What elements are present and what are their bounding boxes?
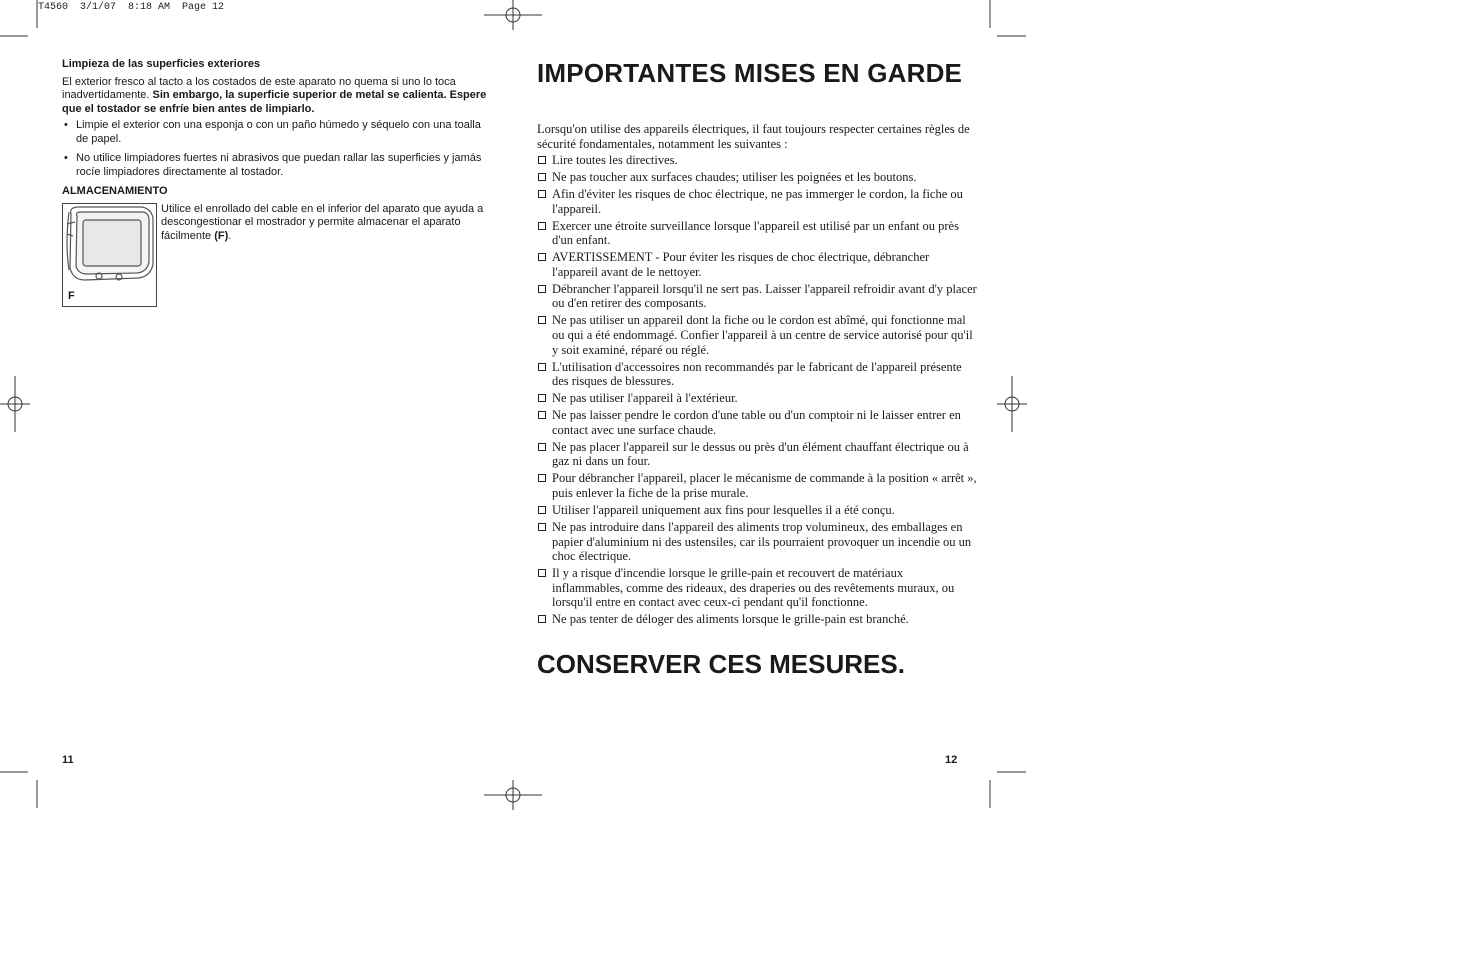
checklist-item: Ne pas utiliser un appareil dont la fiche ou le cordon est abîmé, qui fonctionne mal ou qui a été endommagé. Confier l'appareil à un centre de service autorisé pour qu'il y soit examiné, réparé ou réglé. — [537, 313, 977, 357]
checklist-item: Utiliser l'appareil uniquement aux fins pour lesquelles il a été conçu. — [537, 503, 977, 518]
cleaning-bullet-list — [62, 119, 494, 179]
page-number-left: 11 — [62, 754, 74, 766]
exterior-paragraph-text: El exterior fresco al tacto a los costados de este aparato no quema si uno lo toca inadvertidamente. — [62, 75, 456, 101]
right-page-content — [537, 58, 977, 679]
figure-label: F — [68, 290, 75, 302]
checklist-item: Débrancher l'appareil lorsqu'il ne sert pas. Laisser l'appareil refroidir avant d'y placer ou d'en retirer des composants. — [537, 282, 977, 311]
safety-checklist — [537, 153, 977, 627]
checklist-item: Ne pas tenter de déloger des aliments lorsque le grille-pain est branché. — [537, 612, 977, 627]
checklist-item: Ne pas toucher aux surfaces chaudes; utiliser les poignées et les boutons. — [537, 170, 977, 185]
registration-mark-top — [484, 0, 542, 30]
figure-f — [62, 203, 157, 307]
registration-mark-bottom — [484, 780, 542, 810]
registration-mark-left — [0, 376, 30, 432]
checklist-item: Ne pas utiliser l'appareil à l'extérieur. — [537, 391, 977, 406]
page-number-right: 12 — [945, 754, 958, 766]
checklist-item: Il y a risque d'incendie lorsque le grille-pain et recouvert de matériaux inflammables, comme des rideaux, des draperies ou des revêtements muraux, ou lorsqu'il entre en contact avec ceux-ci pendant qu'il fonctionne. — [537, 566, 977, 610]
checklist-item: Exercer une étroite surveillance lorsque l'appareil est utilisé par un enfant ou près d'un enfant. — [537, 219, 977, 248]
toaster-underside-illustration — [63, 204, 156, 294]
bullet-item: • No utilice limpiadores fuertes ni abrasivos que puedan rallar las superficies y jamás rocíe limpiadores directamente al tostador. — [62, 152, 494, 179]
checklist-item: Ne pas introduire dans l'appareil des aliments trop volumineux, des emballages en papier d'aluminium ni des ustensiles, car ils pourraient provoquer un incendie ou un choc électrique. — [537, 520, 977, 564]
storage-section — [62, 203, 494, 307]
closing-heading: CONSERVER CES MESURES. — [537, 648, 905, 679]
print-slug: T4560 3/1/07 8:18 AM Page 12 — [38, 2, 225, 13]
intro-paragraph: Lorsqu'on utilise des appareils électriques, il faut toujours respecter certaines règles de sécurité fondamentales, notamment les suivantes : — [537, 122, 970, 151]
bullet-item: • Limpie el exterior con una esponja o con un paño húmedo y séquelo con una toalla de papel. — [62, 119, 494, 146]
left-page-content — [62, 58, 494, 307]
checklist-item: Ne pas laisser pendre le cordon d'une table ou d'un comptoir ni le laisser entrer en contact avec une surface chaude. — [537, 408, 977, 437]
page-title: IMPORTANTES MISES EN GARDE — [537, 58, 963, 88]
exterior-paragraph — [62, 76, 494, 117]
storage-end: . — [228, 229, 232, 242]
registration-mark-right — [997, 376, 1027, 432]
checklist-item: AVERTISSEMENT - Pour éviter les risques de choc électrique, débrancher l'appareil avant de le nettoyer. — [537, 250, 977, 279]
section-heading-storage: ALMACENAMIENTO — [62, 185, 168, 197]
storage-figure-ref: (F) — [214, 229, 229, 242]
storage-paragraph — [161, 203, 494, 244]
checklist-item: Lire toutes les directives. — [537, 153, 977, 168]
storage-text: Utilice el enrollado del cable en el inferior del aparato que ayuda a descongestionar el mostrador y permite almacenar el aparato fácilmente — [161, 202, 484, 242]
checklist-item: Afin d'éviter les risques de choc électrique, ne pas immerger le cordon, la fiche ou l'appareil. — [537, 187, 977, 216]
exterior-paragraph-warning: Sin embargo, la superficie superior de metal se calienta. Espere que el tostador se enfríe bien antes de limpiarlo. — [62, 89, 487, 115]
checklist-item: Pour débrancher l'appareil, placer le mécanisme de commande à la position « arrêt », puis enlever la fiche de la prise murale. — [537, 471, 977, 500]
subheading-exterior-cleaning: Limpieza de las superficies exteriores — [62, 58, 261, 70]
checklist-item: L'utilisation d'accessoires non recommandés par le fabricant de l'appareil présente des risques de blessures. — [537, 360, 977, 389]
checklist-item: Ne pas placer l'appareil sur le dessus ou près d'un élément chauffant électrique ou à gaz ni dans un four. — [537, 440, 977, 469]
